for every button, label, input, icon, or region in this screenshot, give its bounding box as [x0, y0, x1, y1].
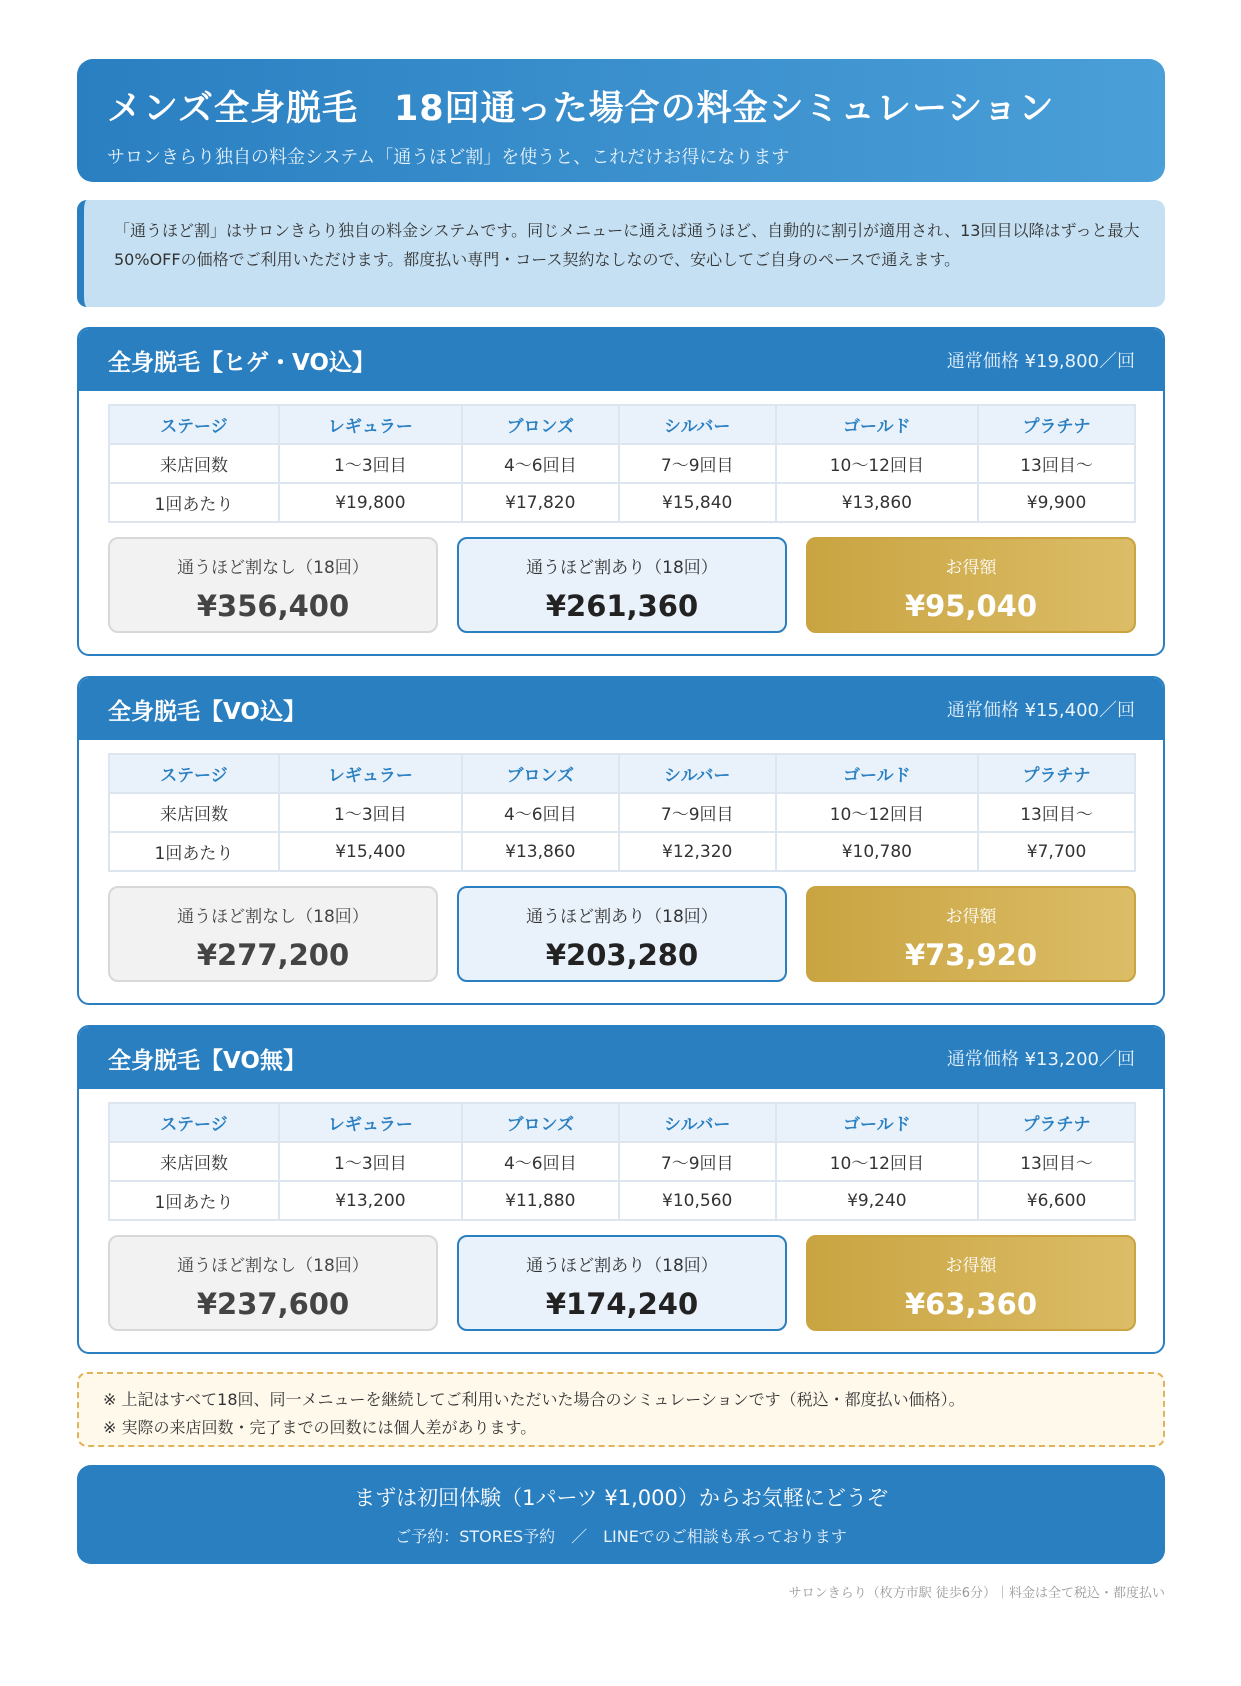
total-amount: ¥356,400	[196, 589, 350, 623]
table-cell: 1〜3回目	[279, 444, 462, 483]
plan-title: 全身脱毛【VO無】	[108, 1047, 306, 1074]
plan-card-header	[79, 678, 1163, 740]
plan-card-header	[79, 329, 1163, 391]
total-with-discount	[457, 1235, 787, 1331]
table-header-row	[109, 405, 1135, 444]
table-cell: 10〜12回目	[776, 793, 978, 832]
table-cell: 13回目〜	[978, 1142, 1135, 1181]
savings-amount: ¥73,920	[904, 938, 1038, 972]
plan-card-no-vo	[77, 1025, 1165, 1354]
page-subtitle: サロンきらり独自の料金システム「通うほど割」を使うと、これだけお得になります	[107, 147, 790, 168]
footer-text: サロンきらり（枚方市駅 徒歩6分）｜料金は全て税込・都度払い	[788, 1586, 1165, 1601]
total-amount: ¥277,200	[196, 938, 350, 972]
table-cell: 13回目〜	[978, 444, 1135, 483]
total-without-discount	[108, 886, 438, 982]
table-row-prices	[109, 483, 1135, 522]
total-label: 通うほど割なし（18回）	[177, 907, 369, 927]
note-line: ※ 上記はすべて18回、同一メニューを継続してご利用いただいた場合のシミュレーションです（税込・都度払い価格）。	[103, 1390, 965, 1409]
total-without-discount	[108, 1235, 438, 1331]
total-with-discount	[457, 537, 787, 633]
table-header-cell: ゴールド	[776, 1103, 978, 1142]
page-title: メンズ全身脱毛 18回通った場合の料金シミュレーション	[107, 89, 1055, 129]
note-line: ※ 実際の来店回数・完了までの回数には個人差があります。	[103, 1418, 537, 1437]
savings-label: お得額	[945, 907, 997, 927]
table-header-cell: レギュラー	[279, 405, 462, 444]
summary-row	[108, 1235, 1136, 1331]
hero-banner	[77, 59, 1165, 182]
table-cell: 来店回数	[109, 1142, 279, 1181]
table-header-cell: ブロンズ	[462, 754, 619, 793]
table-cell: 1回あたり	[109, 1181, 279, 1220]
cta-main-text: まずは初回体験（1パーツ ¥1,000）からお気軽にどうぞ	[354, 1486, 888, 1510]
savings-amount: ¥95,040	[904, 589, 1038, 623]
table-cell: ¥19,800	[279, 483, 462, 522]
plan-card-header	[79, 1027, 1163, 1089]
table-row-prices	[109, 1181, 1135, 1220]
table-cell: 7〜9回目	[619, 793, 776, 832]
savings-box	[806, 537, 1136, 633]
table-header-cell: プラチナ	[978, 405, 1135, 444]
table-cell: 7〜9回目	[619, 1142, 776, 1181]
table-header-cell: ブロンズ	[462, 405, 619, 444]
total-label: 通うほど割なし（18回）	[177, 1256, 369, 1276]
table-cell: 1〜3回目	[279, 1142, 462, 1181]
savings-label: お得額	[945, 558, 997, 578]
table-row-visits	[109, 444, 1135, 483]
table-cell: 1〜3回目	[279, 793, 462, 832]
table-header-cell: シルバー	[619, 754, 776, 793]
table-cell: 13回目〜	[978, 793, 1135, 832]
table-header-cell: ステージ	[109, 405, 279, 444]
table-row-visits	[109, 1142, 1135, 1181]
total-amount: ¥261,360	[545, 589, 699, 623]
plan-title: 全身脱毛【VO込】	[108, 698, 306, 725]
table-cell: 10〜12回目	[776, 1142, 978, 1181]
table-cell: 4〜6回目	[462, 1142, 619, 1181]
plan-card-hige-vo	[77, 327, 1165, 656]
table-header-cell: シルバー	[619, 1103, 776, 1142]
table-cell: 4〜6回目	[462, 444, 619, 483]
table-cell: ¥11,880	[462, 1181, 619, 1220]
tier-table	[108, 1102, 1136, 1221]
table-cell: ¥9,900	[978, 483, 1135, 522]
table-header-row	[109, 1103, 1135, 1142]
table-cell: ¥13,200	[279, 1181, 462, 1220]
total-with-discount	[457, 886, 787, 982]
table-cell: 1回あたり	[109, 832, 279, 871]
total-amount: ¥203,280	[545, 938, 699, 972]
savings-amount: ¥63,360	[904, 1287, 1038, 1321]
total-amount: ¥237,600	[196, 1287, 350, 1321]
plan-title: 全身脱毛【ヒゲ・VO込】	[108, 349, 375, 376]
intro-callout: 「通うほど割」はサロンきらり独自の料金システムです。同じメニューに通えば通うほど、自動的に割引が適用され、13回目以降はずっと最大50%OFFの価格でご利用いただけます。都度払い専門・コース契約なしなので、安心してご自身のペースで通えます。	[77, 200, 1165, 307]
table-cell: 1回あたり	[109, 483, 279, 522]
savings-label: お得額	[945, 1256, 997, 1276]
cta-banner	[77, 1465, 1165, 1564]
table-cell: ¥15,840	[619, 483, 776, 522]
summary-row	[108, 886, 1136, 982]
table-cell: 7〜9回目	[619, 444, 776, 483]
table-header-cell: ブロンズ	[462, 1103, 619, 1142]
table-cell: ¥10,780	[776, 832, 978, 871]
total-without-discount	[108, 537, 438, 633]
regular-price: 通常価格 ¥15,400／回	[946, 700, 1135, 721]
summary-row	[108, 537, 1136, 633]
table-cell: ¥12,320	[619, 832, 776, 871]
table-cell: 来店回数	[109, 444, 279, 483]
table-cell: 来店回数	[109, 793, 279, 832]
regular-price: 通常価格 ¥19,800／回	[946, 351, 1135, 372]
table-header-cell: レギュラー	[279, 754, 462, 793]
table-cell: 10〜12回目	[776, 444, 978, 483]
notes-box	[77, 1372, 1165, 1447]
table-header-cell: プラチナ	[978, 1103, 1135, 1142]
total-label: 通うほど割あり（18回）	[526, 558, 718, 578]
table-row-visits	[109, 793, 1135, 832]
table-header-cell: ゴールド	[776, 405, 978, 444]
tier-table	[108, 753, 1136, 872]
table-cell: ¥6,600	[978, 1181, 1135, 1220]
table-header-cell: プラチナ	[978, 754, 1135, 793]
table-row-prices	[109, 832, 1135, 871]
savings-box	[806, 886, 1136, 982]
table-cell: ¥7,700	[978, 832, 1135, 871]
total-label: 通うほど割なし（18回）	[177, 558, 369, 578]
table-header-cell: ステージ	[109, 754, 279, 793]
table-cell: 4〜6回目	[462, 793, 619, 832]
regular-price: 通常価格 ¥13,200／回	[946, 1049, 1135, 1070]
table-header-row	[109, 754, 1135, 793]
table-header-cell: ステージ	[109, 1103, 279, 1142]
table-cell: ¥13,860	[462, 832, 619, 871]
page	[77, 59, 1165, 1601]
total-amount: ¥174,240	[545, 1287, 699, 1321]
table-header-cell: シルバー	[619, 405, 776, 444]
total-label: 通うほど割あり（18回）	[526, 907, 718, 927]
table-cell: ¥17,820	[462, 483, 619, 522]
table-cell: ¥9,240	[776, 1181, 978, 1220]
tier-table	[108, 404, 1136, 523]
table-cell: ¥15,400	[279, 832, 462, 871]
table-cell: ¥13,860	[776, 483, 978, 522]
cta-sub-text: ご予約：STORES予約 ／ LINEでのご相談も承っております	[395, 1527, 847, 1546]
table-header-cell: ゴールド	[776, 754, 978, 793]
table-header-cell: レギュラー	[279, 1103, 462, 1142]
plan-card-vo	[77, 676, 1165, 1005]
table-cell: ¥10,560	[619, 1181, 776, 1220]
savings-box	[806, 1235, 1136, 1331]
total-label: 通うほど割あり（18回）	[526, 1256, 718, 1276]
